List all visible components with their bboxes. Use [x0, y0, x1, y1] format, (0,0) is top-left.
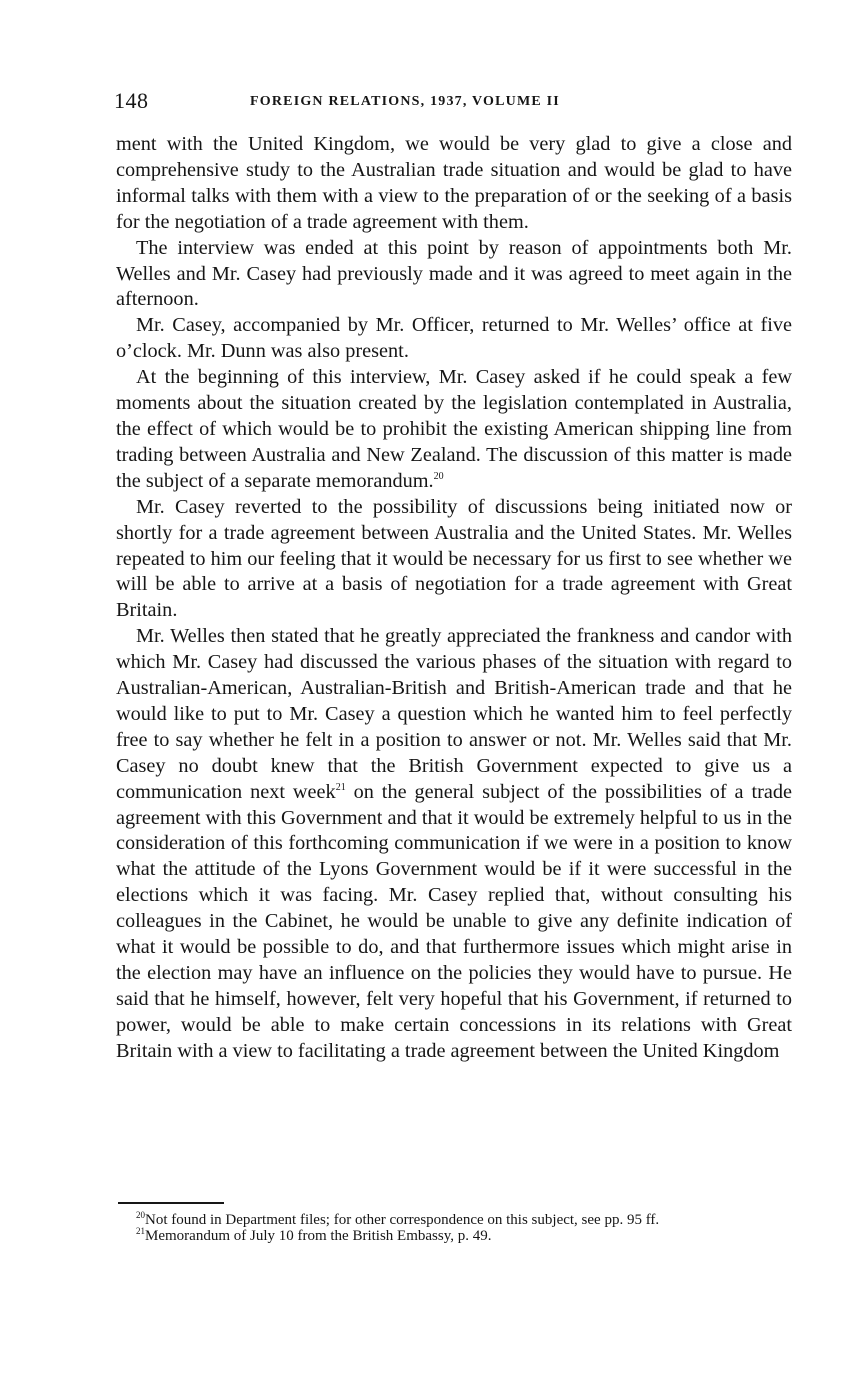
footnote-reference[interactable]: 21: [335, 781, 346, 793]
paragraph-text: Mr. Casey reverted to the possibility of discussions being initiated now or shortly for a trade agreement between Australia and the United States. Mr. Welles repeated to him our feeling that it would be necessary for us first to see whether we will be able to arrive at a basis of negotiation for a trade agreement with Great Britain.: [116, 495, 792, 622]
footnote: [118, 1228, 792, 1244]
footnote-text: Memorandum of July 10 from the British Embassy, p. 49.: [145, 1228, 492, 1244]
footnote-divider: [118, 1202, 224, 1204]
footnote: [118, 1212, 792, 1228]
paragraph: [116, 624, 792, 1064]
footnote-text: Not found in Department files; for other correspondence on this subject, see pp. 95 ff.: [145, 1212, 660, 1228]
running-header: [114, 88, 794, 118]
main-text: [116, 132, 792, 1065]
paragraph-text: Mr. Casey, accompanied by Mr. Officer, returned to Mr. Welles’ office at five o’clock. Mr. Dunn was also present.: [116, 314, 792, 363]
paragraph-text: on the general subject of the possibilities of a trade agreement with this Government and that it would be extremely helpful to us in the consideration of this forthcoming communication if we were in a position to know what the attitude of the Lyons Government would be if it were successful in the elections which it was facing. Mr. Casey replied that, without consulting his colleagues in the Cabinet, he would be unable to give any definite indication of what it would be possible to do, and that furthermore issues which might arise in the election may have an influence on the policies they would have to pursue. He said that he himself, however, felt very hopeful that his Government, if returned to power, would be able to make certain concessions in its relations with Great Britain with a view to facilitating a trade agreement between the United Kingdom: [116, 780, 792, 1062]
footnote-mark: 21: [136, 1226, 145, 1236]
paragraph-text: ment with the United Kingdom, we would be very glad to give a close and comprehensive study to the Australian trade situation and would be glad to have informal talks with them with a view to the preparation of or the seeking of a basis for the negotiation of a trade agreement with them.: [116, 133, 792, 233]
paragraph-text: The interview was ended at this point by reason of appointments both Mr. Welles and Mr. Casey had previously made and it was agreed to meet again in the afternoon.: [116, 236, 792, 311]
footnote-mark: 20: [136, 1210, 145, 1220]
paragraph: [116, 236, 792, 314]
running-title: FOREIGN RELATIONS, 1937, VOLUME II: [250, 94, 560, 109]
footnote-reference[interactable]: 20: [433, 470, 444, 482]
paragraph-text: Mr. Welles then stated that he greatly appreciated the frankness and candor with which Mr. Casey had discussed the various phases of the situation with regard to Australian-American, Australian-British and British-American trade and that he would like to put to Mr. Casey a question which he wanted him to feel perfectly free to say whether he felt in a position to answer or not. Mr. Welles said that Mr. Casey no doubt knew that the British Government expected to give us a communication next week: [116, 625, 792, 803]
paragraph: [116, 132, 792, 236]
paragraph: [116, 365, 792, 495]
paragraph: [116, 313, 792, 365]
paragraph-text: At the beginning of this interview, Mr. Casey asked if he could speak a few moments about the situation created by the legislation contemplated in Australia, the effect of which would be to prohibit the existing American shipping line from trading between Australia and New Zealand. The discussion of this matter is made the subject of a separate memorandum.: [116, 366, 792, 492]
paragraph: [116, 495, 792, 625]
footnotes: [118, 1212, 792, 1244]
page-number: 148: [114, 88, 149, 113]
